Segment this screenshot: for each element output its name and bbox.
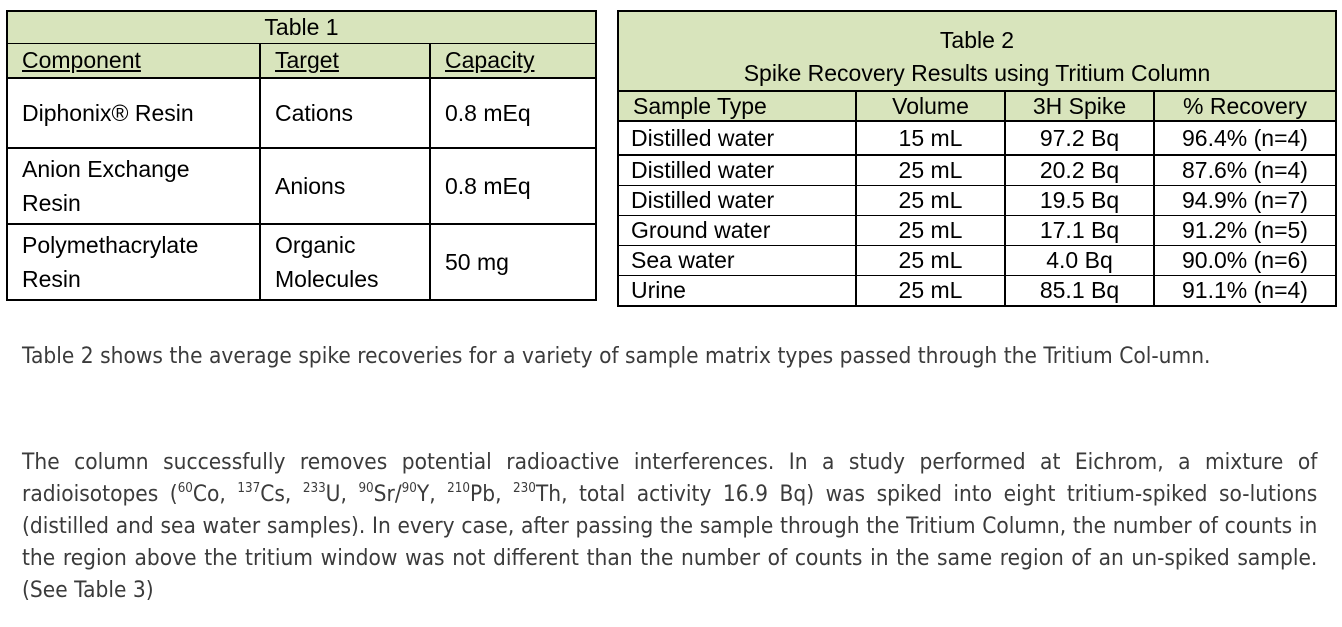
table-row bbox=[618, 121, 1336, 155]
table-2-header-volume: Volume bbox=[856, 91, 1005, 121]
mass-number: 90 bbox=[401, 481, 417, 496]
table-cell-recovery: 87.6% (n=4) bbox=[1154, 155, 1336, 186]
table-row bbox=[618, 186, 1336, 216]
target-line: Organic bbox=[275, 232, 356, 258]
element-symbol: Co, bbox=[192, 482, 238, 507]
table-row bbox=[618, 155, 1336, 186]
table-1-caption: Table 1 bbox=[7, 11, 596, 44]
table-row bbox=[7, 224, 596, 300]
mass-number: 233 bbox=[302, 481, 326, 496]
table-cell-component: Diphonix® Resin bbox=[7, 78, 260, 148]
element-symbol: Pb, bbox=[470, 482, 514, 507]
table-cell-sample: Distilled water bbox=[618, 186, 856, 216]
table-2-subtitle: Spike Recovery Results using Tritium Column bbox=[743, 60, 1211, 86]
mass-number: 230 bbox=[513, 481, 536, 496]
table-cell-component bbox=[7, 224, 260, 300]
table-cell-spike: 4.0 Bq bbox=[1005, 246, 1154, 276]
table-1-header-target: Target bbox=[260, 44, 430, 79]
element-symbol: Sr/ bbox=[373, 482, 402, 507]
paragraph-text: The column successfully removes potential radioactive interferences. In a study performed at Eichrom, a mixture of radioisotopes ( bbox=[22, 450, 1318, 507]
table-cell-sample: Sea water bbox=[618, 246, 856, 276]
table-cell-sample: Urine bbox=[618, 276, 856, 307]
table-cell-component bbox=[7, 148, 260, 224]
table-cell-volume: 15 mL bbox=[856, 121, 1005, 155]
table-2-header-row bbox=[618, 91, 1336, 121]
table-cell-recovery: 91.1% (n=4) bbox=[1182, 277, 1308, 303]
table-cell-capacity: 0.8 mEq bbox=[430, 148, 596, 224]
mass-number: 210 bbox=[447, 481, 471, 496]
target-line: Molecules bbox=[275, 266, 379, 292]
table-cell-recovery: 96.4% (n=4) bbox=[1154, 121, 1336, 155]
table-1-caption-row bbox=[7, 11, 596, 44]
table-2-caption bbox=[618, 11, 1336, 91]
table-2-header-spike: 3H Spike bbox=[1005, 91, 1154, 121]
element-symbol: Th bbox=[535, 482, 562, 507]
table-cell-recovery: 91.2% (n=5) bbox=[1154, 216, 1336, 246]
table-2 bbox=[617, 10, 1337, 307]
paragraph-table-2-description: Table 2 shows the average spike recoveries for a variety of sample matrix types passed through the Tritium Col-umn. bbox=[22, 344, 1211, 369]
table-cell-sample: Ground water bbox=[618, 216, 856, 246]
mass-number: 90 bbox=[358, 481, 374, 496]
component-line: Resin bbox=[22, 190, 81, 216]
table-1 bbox=[6, 10, 597, 301]
table-cell-target: Anions bbox=[260, 148, 430, 224]
table-cell-sample: Distilled water bbox=[618, 121, 856, 155]
component-line: Anion Exchange bbox=[22, 156, 190, 182]
component-line: Resin bbox=[22, 266, 81, 292]
table-row bbox=[7, 148, 596, 224]
table-cell-spike: 85.1 Bq bbox=[1005, 276, 1154, 307]
element-symbol: Cs, bbox=[260, 482, 303, 507]
table-row bbox=[618, 216, 1336, 246]
table-cell-spike: 19.5 Bq bbox=[1005, 186, 1154, 216]
mass-number: 137 bbox=[237, 481, 261, 496]
mass-number: 60 bbox=[177, 481, 193, 496]
table-cell-spike: 20.2 Bq bbox=[1005, 155, 1154, 186]
table-row bbox=[618, 246, 1336, 276]
paragraph-text: , total activity 16.9 Bq) was spiked into eight tritium-spiked so-lutions (distilled and sea water samples). In every case, after passing the sample through the Tritium Column, the number of counts in the region above the tritium window was not different than the number of counts in the same region of an un-spiked sample. (See Table 3) bbox=[22, 482, 1318, 603]
table-1-header-row bbox=[7, 44, 596, 79]
table-2-header-recovery: % Recovery bbox=[1154, 91, 1336, 121]
table-cell-volume: 25 mL bbox=[856, 216, 1005, 246]
table-cell-spike: 97.2 Bq bbox=[1005, 121, 1154, 155]
table-cell-target: Cations bbox=[260, 78, 430, 148]
table-row bbox=[618, 276, 1336, 307]
table-cell-volume: 25 mL bbox=[856, 186, 1005, 216]
table-cell-spike: 17.1 Bq bbox=[1005, 216, 1154, 246]
table-2-caption-row bbox=[618, 11, 1336, 91]
table-cell-capacity: 50 mg bbox=[445, 249, 509, 275]
paragraph-interference-study bbox=[22, 447, 1317, 607]
table-cell-recovery: 90.0% (n=6) bbox=[1154, 246, 1336, 276]
element-symbol: Y, bbox=[416, 482, 448, 507]
table-1-header-capacity: Capacity bbox=[430, 44, 596, 79]
component-line: Polymethacrylate bbox=[22, 232, 199, 258]
table-2-header-sample-type: Sample Type bbox=[618, 91, 856, 121]
table-1-header-component: Component bbox=[7, 44, 260, 79]
table-cell-recovery: 94.9% (n=7) bbox=[1154, 186, 1336, 216]
table-cell-volume: 25 mL bbox=[856, 246, 1005, 276]
table-cell-sample: Distilled water bbox=[618, 155, 856, 186]
table-cell-volume: 25 mL bbox=[856, 155, 1005, 186]
element-symbol: U, bbox=[325, 482, 359, 507]
table-cell-capacity: 0.8 mEq bbox=[430, 78, 596, 148]
table-cell-volume: 25 mL bbox=[856, 276, 1005, 307]
table-cell-target bbox=[260, 224, 430, 300]
table-2-title: Table 2 bbox=[939, 27, 1015, 53]
table-row bbox=[7, 78, 596, 148]
